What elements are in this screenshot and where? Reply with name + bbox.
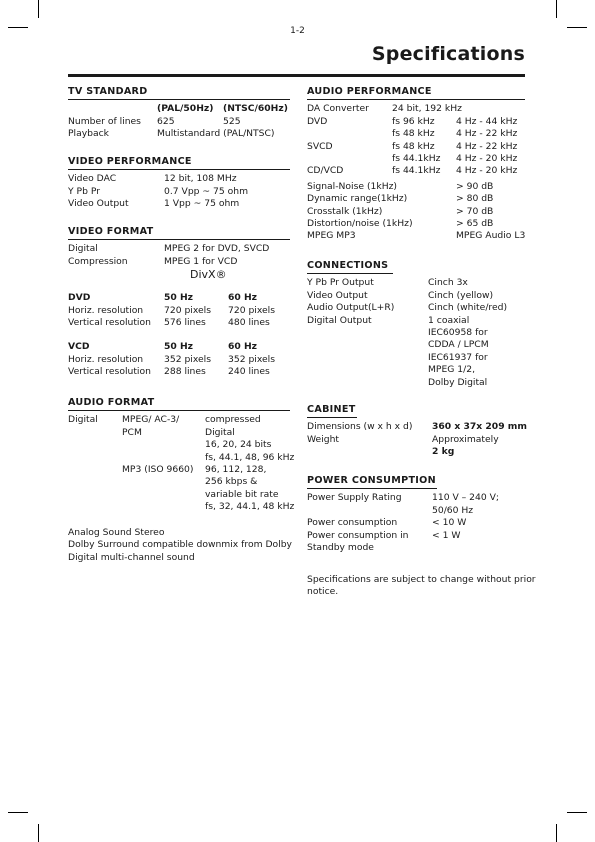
row-label: Signal-Noise (1kHz): [307, 180, 398, 192]
row-value: 720 pixels: [228, 304, 275, 316]
row-value: compressed: [205, 414, 261, 426]
row-format: MP3 (ISO 9660): [122, 463, 194, 475]
table-row: [307, 218, 525, 230]
row-value: 720 pixels: [164, 304, 211, 316]
section-title: TV STANDARD: [68, 86, 290, 100]
row-label: Compression: [68, 255, 128, 267]
table-row: [68, 501, 295, 513]
table-row: [68, 476, 290, 488]
table-row: [307, 517, 525, 529]
crop-mark: [556, 0, 557, 18]
table-row: [307, 505, 525, 517]
table-row: [307, 230, 525, 242]
row-value: CDDA / LPCM: [428, 339, 489, 351]
table-row: [68, 186, 290, 198]
table-row: [68, 439, 290, 451]
row-label: Digital Output: [307, 314, 372, 326]
row-value: 12 bit, 108 MHz: [164, 173, 237, 185]
crop-mark: [38, 824, 39, 842]
row-value: 4 Hz - 20 kHz: [456, 152, 518, 164]
row-label: Video Output: [68, 198, 129, 210]
row-label: SVCD: [307, 140, 333, 152]
header-60hz: 60 Hz: [228, 341, 258, 353]
row-label: Power consumption: [307, 517, 398, 529]
table-row: [68, 366, 290, 378]
table-row: [68, 256, 290, 268]
row-value: Digital: [205, 426, 235, 438]
page-title: Specifications: [371, 43, 525, 65]
row-value: 24 bit, 192 kHz: [392, 103, 462, 115]
audio-notes: [68, 527, 298, 564]
row-value: Cinch 3x: [428, 277, 468, 289]
note-line: Analog Sound Stereo: [68, 527, 165, 538]
row-value: > 70 dB: [456, 205, 494, 217]
row-label: DVD: [307, 115, 328, 127]
row-value: MPEG Audio L3: [456, 230, 526, 242]
page-number: 1-2: [290, 26, 305, 36]
row-value: 16, 20, 24 bits: [205, 439, 272, 451]
disclaimer: [307, 574, 537, 599]
row-label: Crosstalk (1kHz): [307, 205, 383, 217]
row-label: DA Converter: [307, 103, 369, 115]
row-fs: fs 48 kHz: [392, 140, 435, 152]
table-row: [307, 327, 525, 339]
row-value: Dolby Digital: [428, 376, 488, 388]
disclaimer-line: Specifications are subject to change without prior: [307, 574, 536, 585]
audio-format-section: [68, 397, 295, 514]
crop-mark: [38, 0, 39, 18]
section-title: AUDIO PERFORMANCE: [307, 86, 525, 100]
row-value: 288 lines: [164, 366, 206, 378]
table-row: [307, 193, 525, 205]
section-title: CABINET: [307, 404, 357, 418]
header-pal: (PAL/50Hz): [157, 103, 214, 115]
header-60hz: 60 Hz: [228, 292, 258, 304]
row-label: Horiz. resolution: [68, 304, 144, 316]
row-label: Vertical resolution: [68, 316, 151, 328]
header-format: VCD: [68, 341, 90, 353]
table-row: [68, 354, 290, 366]
row-label: Distortion/noise (1kHz): [307, 217, 413, 229]
section-title: AUDIO FORMAT: [68, 397, 290, 411]
table-row: [307, 141, 525, 153]
table-row: [307, 542, 525, 554]
section-title: CONNECTIONS: [307, 260, 393, 274]
table-row: [307, 290, 525, 302]
table-row: [307, 116, 525, 128]
row-value: 525: [223, 115, 241, 127]
power-consumption-section: [307, 475, 525, 554]
row-format: PCM: [122, 426, 142, 438]
table-row: [68, 305, 290, 317]
row-label: Dynamic range(1kHz): [307, 193, 408, 205]
row-format: MPEG/ AC-3/: [122, 414, 180, 426]
table-row: [307, 206, 525, 218]
table-row: [307, 377, 525, 389]
tv-standard-section: [68, 86, 290, 141]
row-label: Standby mode: [307, 541, 374, 553]
table-row: [68, 451, 295, 464]
crop-mark: [556, 824, 557, 842]
row-label: Power consumption in: [307, 529, 409, 541]
audio-performance-section: [307, 86, 525, 243]
row-value: variable bit rate: [205, 488, 279, 500]
row-label: Number of lines: [68, 115, 141, 127]
row-label: Video Output: [307, 289, 368, 301]
row-value: MPEG 1/2,: [428, 364, 476, 376]
row-value: fs, 32, 44.1, 48 kHz: [205, 501, 295, 513]
table-row: [68, 116, 290, 128]
row-value: < 10 W: [432, 517, 467, 529]
row-label: Video DAC: [68, 173, 117, 185]
row-value: 50/60 Hz: [432, 504, 474, 516]
note-line: Digital multi-channel sound: [68, 551, 195, 563]
row-value: 4 Hz - 20 kHz: [456, 165, 518, 177]
connections-section: [307, 260, 525, 389]
row-value: 360 x 37x 209 mm: [432, 421, 527, 433]
cabinet-section: [307, 404, 525, 459]
table-header: [68, 341, 290, 353]
table-row: [68, 427, 290, 439]
section-title: POWER CONSUMPTION: [307, 475, 437, 489]
row-value: Multistandard (PAL/NTSC): [157, 128, 275, 140]
disclaimer-line: notice.: [307, 586, 339, 598]
row-value: IEC60958 for: [428, 326, 488, 338]
row-value: 4 Hz - 22 kHz: [456, 140, 518, 152]
row-value: MPEG 2 for DVD, SVCD: [164, 243, 270, 255]
note-line: Dolby Surround compatible downmix from Dolby: [68, 539, 292, 551]
header-ntsc: (NTSC/60Hz): [223, 103, 288, 115]
row-label: MPEG MP3: [307, 230, 356, 242]
table-row: [307, 364, 525, 376]
table-row: [307, 530, 525, 542]
row-value: MPEG 1 for VCD: [164, 255, 238, 267]
video-format-section: [68, 226, 290, 379]
row-value: 576 lines: [164, 316, 206, 328]
table-row: [68, 243, 290, 255]
row-value: 352 pixels: [164, 353, 211, 365]
row-label: Digital: [68, 243, 98, 255]
table-row: [307, 302, 525, 314]
table-row: [68, 489, 290, 501]
table-row: [68, 317, 290, 329]
title-rule: [68, 74, 525, 77]
table-row: [307, 153, 525, 165]
crop-mark: [8, 812, 28, 813]
section-title: VIDEO FORMAT: [68, 226, 290, 240]
row-value: 110 V – 240 V;: [432, 492, 500, 504]
table-row: [68, 414, 290, 426]
table-row: [307, 352, 525, 364]
table-row: [68, 268, 290, 283]
section-title: VIDEO PERFORMANCE: [68, 156, 290, 170]
table-row: [307, 103, 525, 115]
table-row: [68, 173, 290, 185]
crop-mark: [567, 812, 587, 813]
row-value: 4 Hz - 22 kHz: [456, 128, 518, 140]
header-format: DVD: [68, 292, 91, 304]
table-row: [68, 128, 290, 140]
table-row: [307, 277, 525, 289]
row-fs: fs 48 kHz: [392, 128, 435, 140]
row-label: Digital: [68, 414, 98, 426]
table-row: [307, 128, 525, 140]
row-label: Vertical resolution: [68, 366, 151, 378]
table-row: [307, 492, 525, 504]
table-header: [68, 103, 290, 115]
row-value: > 80 dB: [456, 193, 494, 205]
row-value: 480 lines: [228, 316, 270, 328]
row-label: Dimensions (w x h x d): [307, 421, 413, 433]
table-row: [307, 421, 525, 433]
row-fs: fs 44.1kHz: [392, 165, 441, 177]
row-value: fs, 44.1, 48, 96 kHz: [205, 451, 295, 463]
row-label: Weight: [307, 433, 340, 445]
row-fs: fs 96 kHz: [392, 115, 435, 127]
table-row: [307, 181, 525, 193]
row-value: IEC61937 for: [428, 351, 488, 363]
table-row: [68, 198, 290, 210]
row-label: CD/VCD: [307, 165, 344, 177]
table-row: [307, 434, 525, 446]
row-value: > 65 dB: [456, 217, 494, 229]
row-label: Audio Output(L+R): [307, 302, 395, 314]
table-row: [307, 315, 525, 327]
row-value: 1 Vpp ~ 75 ohm: [164, 198, 240, 210]
table-header: [68, 292, 290, 304]
row-value: 96, 112, 128,: [205, 463, 267, 475]
table-row: [307, 165, 525, 177]
row-value: < 1 W: [432, 529, 461, 541]
row-value: > 90 dB: [456, 180, 494, 192]
row-fs: fs 44.1kHz: [392, 152, 441, 164]
row-value: 240 lines: [228, 366, 270, 378]
table-row: [68, 464, 290, 476]
row-value: Cinch (white/red): [428, 302, 508, 314]
row-value: Cinch (yellow): [428, 289, 494, 301]
row-value: Approximately: [432, 433, 499, 445]
header-50hz: 50 Hz: [164, 292, 194, 304]
video-performance-section: [68, 156, 290, 211]
row-value: 256 kbps &: [205, 476, 258, 488]
row-label: Y Pb Pr: [68, 185, 100, 197]
row-label: Y Pb Pr Output: [307, 277, 374, 289]
row-label: Playback: [68, 128, 109, 140]
header-50hz: 50 Hz: [164, 341, 194, 353]
table-row: [307, 339, 525, 351]
table-row: [307, 446, 525, 458]
divx-label: DivX®: [190, 268, 227, 282]
row-value: 352 pixels: [228, 353, 275, 365]
row-label: Power Supply Rating: [307, 492, 402, 504]
row-value: 1 coaxial: [428, 314, 470, 326]
row-value: 0.7 Vpp ~ 75 ohm: [164, 185, 249, 197]
row-value: 625: [157, 115, 175, 127]
row-label: Horiz. resolution: [68, 353, 144, 365]
row-value: 4 Hz - 44 kHz: [456, 115, 518, 127]
row-value: 2 kg: [432, 446, 455, 458]
